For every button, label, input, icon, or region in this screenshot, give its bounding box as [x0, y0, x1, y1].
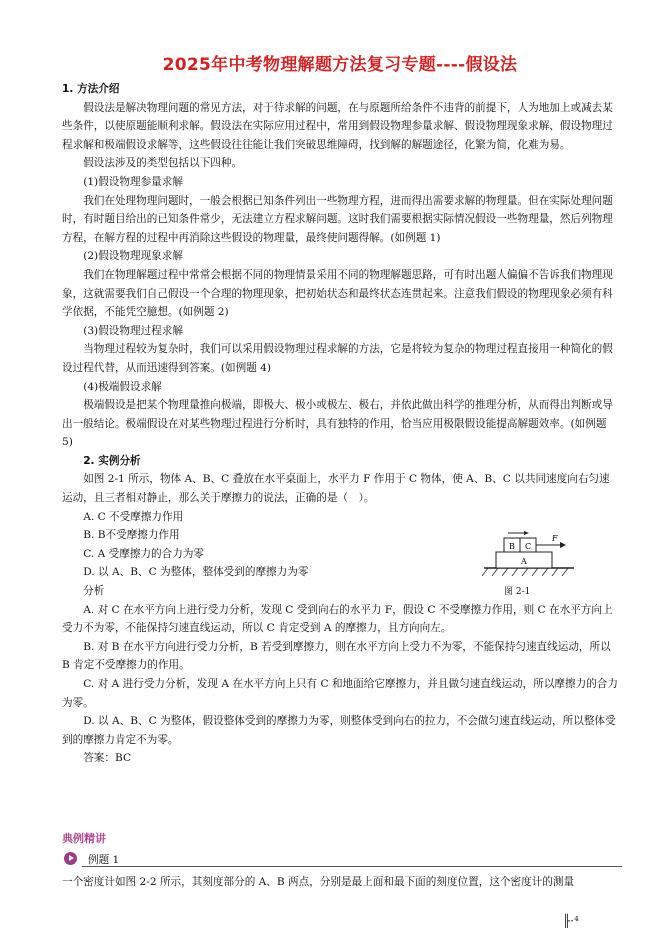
case-heading: 2. 实例分析 [83, 454, 141, 467]
example-label: 例题 1 [88, 854, 120, 866]
section-label: 典例精讲 [62, 832, 106, 845]
option-d: D. 以 A、B、C 为整体，整体受到的摩擦力为零 [83, 566, 309, 579]
analysis-b: B. 对 B 在水平方向进行受力分析，B 若受到摩擦力，则在水平方向上受力不为零，不能保持匀速直线运动，所以 B 肯定不受摩擦力的作用。 [62, 640, 611, 672]
type3-heading: (3)假设物理过程求解 [83, 324, 183, 337]
type4-heading: (4)极端假设求解 [83, 380, 162, 393]
example-text: 一个密度计如图 2-2 所示，其刻度部分的 A、B 两点，分别是最上面和最下面的刻度位置，这个密度计的测量 [62, 876, 575, 888]
play-icon [64, 852, 77, 865]
document-body [62, 80, 618, 768]
type1-text: 我们在处理物理问题时，一般会根据已知条件列出一些物理方程，进而得出需要求解的物理量。但在实际处理问题时，有时题目给出的已知条件常少，无法建立方程求解问题。这时我们需要根据实际情况假设一些物理量，然后列物理方程，在解方程的过程中再消除这些假设的物理量，最终使问题得解。(如例题 1) [62, 194, 613, 244]
type2-heading: (2)假设物理现象求解 [83, 250, 183, 263]
analysis-d: D. 以 A、B、C 为整体，假设整体受到的摩擦力为零，则整体受到向右的拉力，不会做匀速直线运动，所以整体受到的摩擦力肯定不为零。 [62, 715, 616, 746]
ground-hatch [482, 568, 568, 576]
intro-types-paragraph: 假设法涉及的类型包括以下四种。 [83, 157, 243, 170]
option-b: B. B不受摩擦力作用 [83, 529, 180, 542]
type3-text: 当物理过程较为复杂时，我们可以采用假设物理过程求解的方法，它是将较为复杂的物理过程直接用一种简化的假设过程代替，从而迅速得到答案。(如例题 4) [62, 343, 613, 374]
figure-2-1 [478, 530, 588, 600]
example-header [62, 850, 622, 870]
analysis-label: 分析 [83, 585, 105, 598]
option-a: A. C 不受摩擦力作用 [83, 510, 184, 523]
analysis-c: C. 对 A 进行受力分析，发现 A 在水平方向上只有 C 和地面给它摩擦力，并且做匀速直线运动，所以摩擦力的合力为零。 [62, 678, 618, 709]
intro-paragraph: 假设法是解决物理问题的常见方法，对于待求解的问题，在与原题所给条件不违背的前提下，人为地加上或减去某些条件，以使原题能顺利求解。假设法在实际应用过程中，常用到假设物理参量求解、假设物理现象求解、假设物理过程求解和极端假设求解等，这些假设往往能让我们突破思维障碍，找到解的解题途径，化繁为简，化难为易。 [62, 101, 613, 151]
velocity-arrow-head [524, 531, 529, 535]
type2-text: 我们在物理解题过程中常常会根据不同的物理情景采用不同的物理解题思路，可有时出题人偏偏不告诉我们物理现象，这就需要我们自己假设一个合理的物理现象，把初始状态和最终状态连贯起来。注意我们假设的物理现象必须有科学依据，不能凭空臆想。(如例题 2) [62, 268, 613, 319]
type1-heading: (1)假设物理参量求解 [83, 175, 183, 188]
label-f: F [552, 534, 558, 543]
label-a: A [521, 557, 527, 566]
force-arrow-head [560, 542, 566, 548]
case-question: 如图 2-1 所示，物体 A、B、C 叠放在水平桌面上，水平力 F 作用于 C 物体，使 A、B、C 以共同速度向右匀速运动，且三者相对静止，那么关于摩擦力的说法，正确的是（ ）。 [62, 473, 610, 505]
figure-caption: 图 2-1 [504, 587, 531, 597]
analysis-a: A. 对 C 在水平方向上进行受力分析，发现 C 受到向右的水平力 F，假设 C 不受摩擦力作用，则 C 在水平方向上受力不为零，不能保持匀速直线运动，所以 C 肯定受到 A 的摩擦力，且方向向左。 [62, 603, 613, 635]
page-corner-mark: ╟·⁴ [563, 914, 579, 928]
option-c: C. A 受摩擦力的合力为零 [83, 547, 205, 560]
example-divider [82, 866, 622, 867]
type4-text: 极端假设是把某个物理量推向极端，即极大、极小或极左、极右，并依此做出科学的推理分析，从而得出判断或导出一般结论。极端假设在对某些物理过程进行分析时，具有独特的作用，恰当应用极限假设能提高解题效率。(如例题 5) [62, 399, 613, 449]
page-title: 2025年中考物理解题方法复习专题----假设法 [162, 55, 518, 75]
label-b: B [509, 542, 515, 551]
intro-heading: 1. 方法介绍 [62, 83, 120, 95]
label-c: C [525, 542, 532, 551]
answer: 答案：BC [83, 752, 132, 765]
